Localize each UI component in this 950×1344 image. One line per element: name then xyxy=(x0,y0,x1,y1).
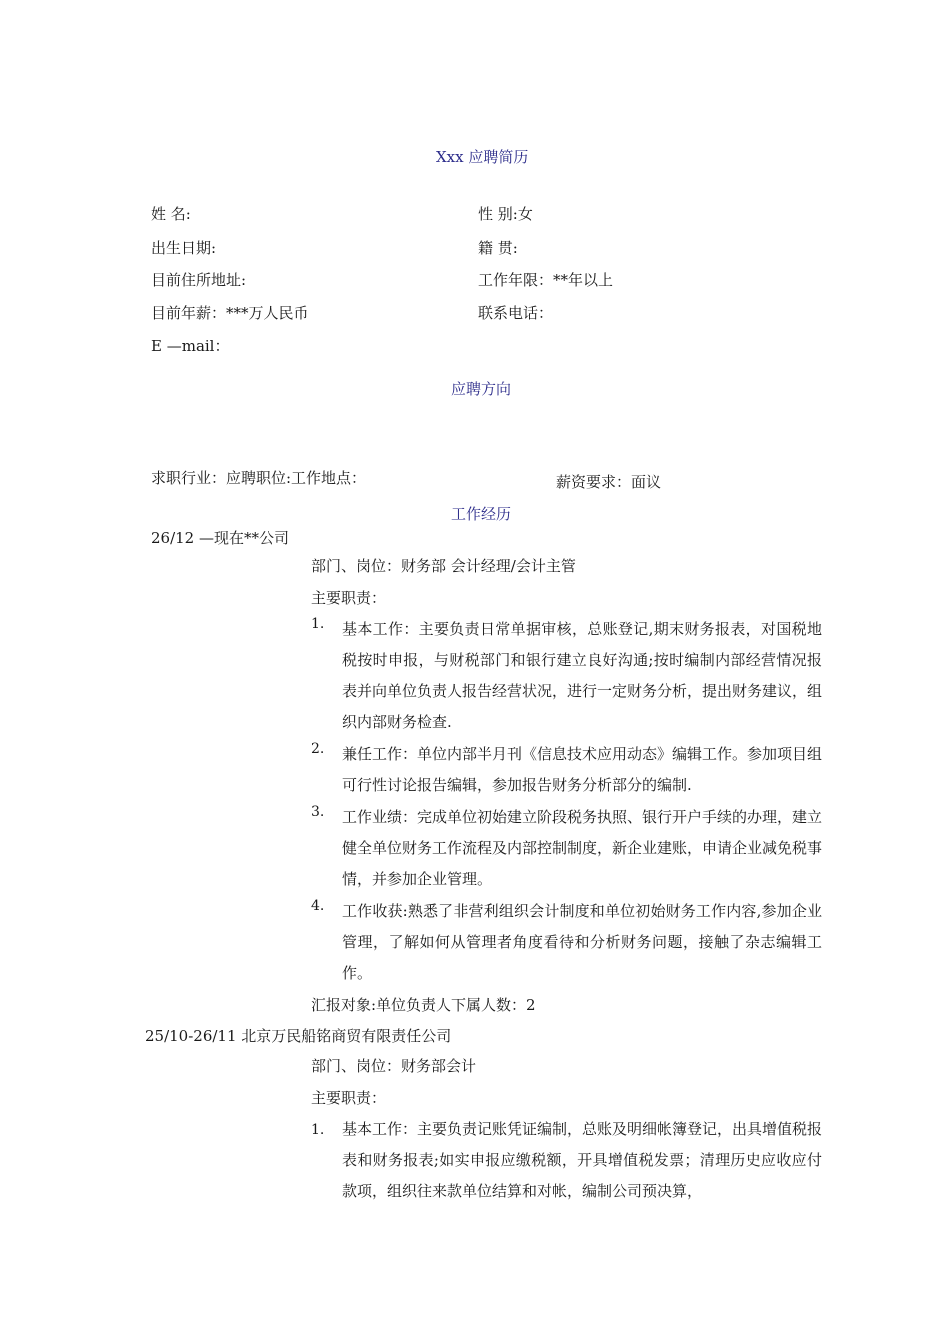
duty-text: 基本工作：主要负责日常单据审核，总账登记,期末财务报表，对国税地税按时申报，与财税部门和银行建立良好沟通;按时编制内部经营情况报表并向单位负责人报告经营状况，进行一定财务分析，提出财务建议，组织内部财务检查. xyxy=(342,620,823,731)
name-field: 姓 名: xyxy=(151,205,191,223)
duty-number: 4. xyxy=(311,898,325,914)
email-field: E —mail： xyxy=(151,337,230,355)
birth-field: 出生日期: xyxy=(151,239,217,257)
address-field: 目前住所地址: xyxy=(151,271,247,289)
job-dept: 部门、岗位：财务部 会计经理/会计主管 xyxy=(311,557,576,575)
years-field: 工作年限：**年以上 xyxy=(478,271,614,289)
duty-text: 工作收获:熟悉了非营利组织会计制度和单位初始财务工作内容,参加企业管理，了解如何从管理者角度看待和分析财务问题，接触了杂志编辑工作。 xyxy=(342,902,822,982)
salary-field: 目前年薪：***万人民币 xyxy=(151,304,309,322)
duty-text: 基本工作：主要负责记账凭证编制，总账及明细帐簿登记，出具增值税报表和财务报表;如实申报应缴税额，开具增值税发票；清理历史应收应付款项，组织往来款单位结算和对帐，编制公司预决算， xyxy=(342,1120,823,1200)
duty-text: 兼任工作：单位内部半月刊《信息技术应用动态》编辑工作。参加项目组可行性讨论报告编辑，参加报告财务分析部分的编制. xyxy=(342,745,823,794)
job-dept: 部门、岗位：财务部会计 xyxy=(311,1057,477,1075)
duty-number: 3. xyxy=(311,804,325,820)
duty-text: 工作业绩：完成单位初始建立阶段税务执照、银行开户手续的办理，建立健全单位财务工作流程及内部控制制度，新企业建账，申请企业减免税事情，并参加企业管理。 xyxy=(342,808,823,888)
salary-requirement-field: 薪资要求：面议 xyxy=(556,473,662,491)
duties-label: 主要职责： xyxy=(311,589,387,607)
experience-heading: 工作经历 xyxy=(451,505,512,523)
gender-field: 性 别:女 xyxy=(478,205,533,223)
phone-field: 联系电话： xyxy=(478,304,554,322)
duty-number: 1. xyxy=(311,1122,325,1138)
job-period: 25/10-26/11 北京万民船铭商贸有限责任公司 xyxy=(145,1027,452,1045)
industry-position-field: 求职行业：应聘职位:工作地点： xyxy=(151,469,367,487)
job-period: 26/12 —现在**公司 xyxy=(151,529,289,547)
resume-title: Xxx 应聘简历 xyxy=(436,148,529,166)
origin-field: 籍 贯: xyxy=(478,239,518,257)
duties-label: 主要职责： xyxy=(311,1089,387,1107)
report-line: 汇报对象:单位负责人下属人数：2 xyxy=(311,996,536,1014)
duty-number: 2. xyxy=(311,741,325,757)
duty-number: 1. xyxy=(311,616,325,632)
direction-heading: 应聘方向 xyxy=(451,380,512,398)
